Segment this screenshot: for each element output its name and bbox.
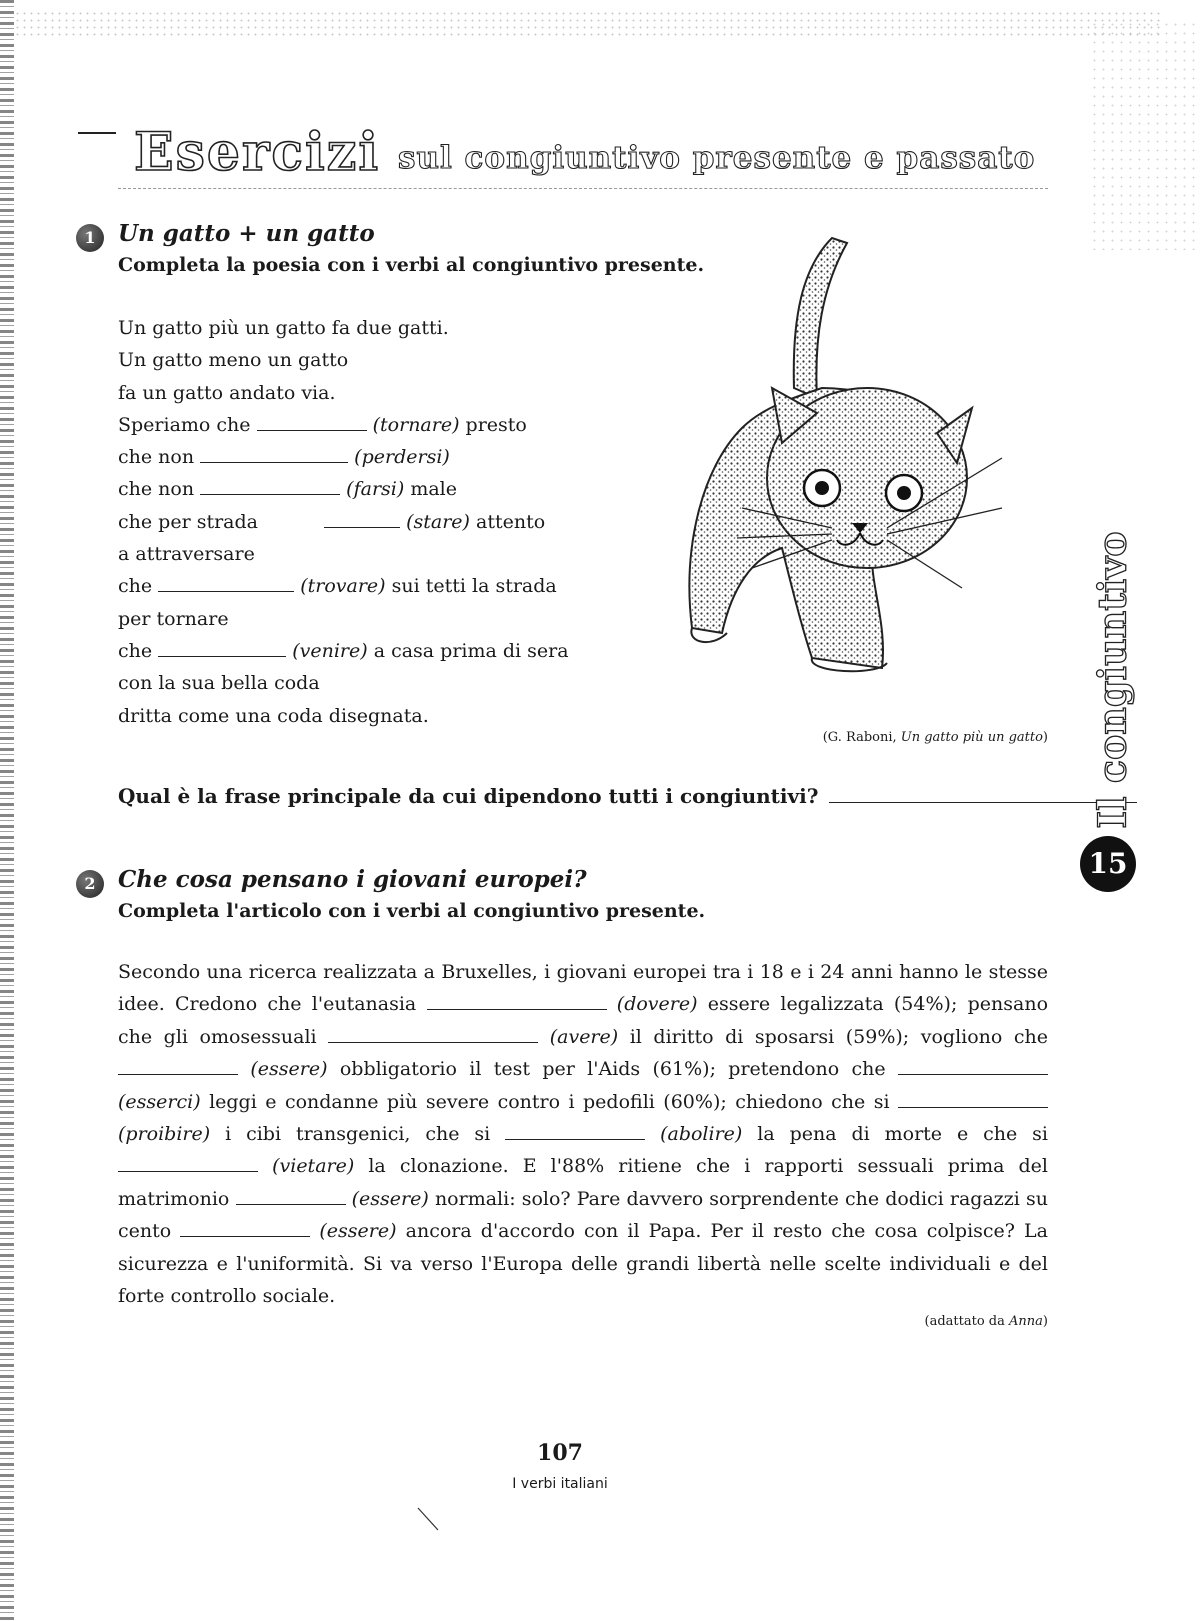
poem-text: fa un gatto andato via.: [118, 381, 336, 404]
verb-hint: (abolire): [660, 1123, 743, 1146]
answer-blank[interactable]: [898, 1091, 1048, 1108]
question-text: Qual è la frase principale da cui dipendono tutti i congiuntivi?: [118, 784, 819, 808]
poem-text: che per strada: [118, 510, 258, 533]
verb-hint: (esserci): [118, 1090, 201, 1113]
cat-illustration: [682, 228, 1012, 678]
title-subtitle: sul congiuntivo presente e passato: [398, 140, 1036, 176]
book-title-footer: I verbi italiani: [512, 1476, 608, 1492]
exercise-2-number-badge: 2: [76, 870, 104, 898]
source-work: Anna: [1009, 1314, 1043, 1329]
credit-end: ): [1042, 730, 1048, 745]
answer-blank[interactable]: [427, 993, 607, 1010]
poem-line: [118, 538, 569, 570]
article-sentence: essere legalizzata (54%); pensano che gli omosessuali: [118, 993, 1049, 1048]
poem-text: che: [118, 575, 153, 598]
poem-line: [118, 377, 569, 409]
article-sentence: la clonazione. E l'88% ritiene che i rapporti sessuali prima del matrimonio: [118, 1155, 1048, 1210]
answer-blank[interactable]: [118, 1058, 238, 1075]
scanned-binding-edge: [0, 0, 14, 1620]
credit-author: (G. Raboni,: [822, 730, 897, 745]
verb-hint: (essere): [319, 1220, 397, 1243]
verb-hint: (dovere): [616, 993, 698, 1016]
exercise-1-question: [118, 784, 1137, 808]
poem-text: a attraversare: [118, 543, 255, 566]
answer-blank[interactable]: [158, 640, 286, 657]
verb-hint: (proibire): [118, 1123, 211, 1146]
source-end: ): [1042, 1314, 1048, 1329]
poem-text: per tornare: [118, 607, 229, 630]
answer-blank[interactable]: [200, 478, 340, 495]
poem-text: Un gatto meno un gatto: [118, 349, 349, 372]
article-sentence: ancora d'accordo con il Papa. Per il resto che cosa colpisce? La sicurezza e l'uniformità. Si va verso l'Europa delle grandi libertà nelle scelte individuali e del forte controllo sociale.: [118, 1220, 1049, 1308]
poem-text: male: [410, 478, 457, 501]
article-sentence: leggi e condanne più severe contro i pedofili (60%); chiedono che si: [209, 1090, 890, 1113]
poem-text: che non: [118, 446, 195, 469]
exercise-1-number-badge: 1: [76, 224, 104, 252]
stray-pen-mark: [416, 1506, 442, 1534]
scan-noise-corner: [1090, 20, 1200, 250]
answer-blank[interactable]: [324, 511, 400, 528]
verb-hint: (trovare): [300, 575, 386, 598]
answer-blank[interactable]: [257, 414, 367, 431]
verb-hint: (venire): [292, 639, 368, 662]
scan-noise-top: [14, 10, 1164, 36]
poem-line: [118, 570, 569, 602]
verb-hint: (avere): [549, 1025, 619, 1048]
poem-line: [118, 473, 569, 505]
verb-hint: (vietare): [272, 1155, 355, 1178]
poem-text: che non: [118, 478, 195, 501]
source-prefix: (adattato da: [924, 1314, 1005, 1329]
verb-hint: (essere): [351, 1187, 429, 1210]
poem-text: sui tetti la strada: [391, 575, 557, 598]
chapter-side-label: Il congiuntivo: [1089, 531, 1135, 829]
article-sentence: il diritto di sposarsi (59%); vogliono che: [629, 1025, 1048, 1048]
poem-line: [118, 603, 569, 635]
poem-line: [118, 506, 569, 538]
poem-line: [118, 700, 569, 732]
exercise-2-instruction: Completa l'articolo con i verbi al congiuntivo presente.: [118, 900, 706, 922]
poem-line: [118, 344, 569, 376]
exercise-1-instruction: Completa la poesia con i verbi al congiuntivo presente.: [118, 254, 705, 276]
poem-text: Un gatto più un gatto fa due gatti.: [118, 317, 449, 339]
answer-blank[interactable]: [505, 1123, 645, 1140]
verb-hint: (essere): [250, 1058, 328, 1081]
answer-blank[interactable]: [898, 1058, 1048, 1075]
answer-blank[interactable]: [158, 575, 294, 592]
article-sentence: normali: solo? Pare davvero sorprendente che dodici ragazzi su cento: [118, 1187, 1049, 1243]
title-dash: [78, 132, 116, 134]
poem-text: Speriamo che: [118, 413, 251, 436]
article-sentence: la pena di morte e che si: [757, 1123, 1048, 1146]
exercise-2-title: Che cosa pensano i giovani europei?: [118, 866, 587, 893]
poem-text: presto: [465, 413, 527, 436]
poem-line: [118, 409, 569, 441]
poem-text: con la sua bella coda: [118, 672, 320, 695]
poem-line: [118, 667, 569, 699]
verb-hint: (stare): [406, 510, 470, 533]
poem-credit: [780, 730, 1048, 745]
title-rule: [118, 188, 1048, 189]
page-number: 107: [537, 1440, 583, 1466]
verb-hint: (tornare): [372, 413, 460, 436]
article-source: [850, 1314, 1048, 1329]
answer-blank[interactable]: [200, 446, 348, 463]
answer-blank[interactable]: [328, 1026, 538, 1043]
exercise-1-title: Un gatto + un gatto: [118, 220, 375, 247]
verb-hint: (perdersi): [354, 446, 450, 469]
answer-blank[interactable]: [180, 1220, 310, 1237]
poem-line: [118, 441, 569, 473]
article-text: [118, 956, 1048, 1312]
poem-line: [118, 312, 569, 344]
chapter-number-badge: 15: [1080, 836, 1136, 892]
poem-text: a casa prima di sera: [373, 639, 569, 662]
verb-hint: (farsi): [346, 478, 405, 501]
poem: [118, 312, 569, 732]
poem-line: [118, 635, 569, 667]
article-sentence: Secondo una ricerca realizzata a Bruxelles, i giovani europei tra i 18 e i 24 anni hanno le stesse idee. Credono che l'eutanasia: [118, 961, 1048, 1016]
credit-work: Un gatto più un gatto: [900, 730, 1043, 745]
title-main: Esercizi: [134, 122, 381, 183]
answer-blank[interactable]: [236, 1188, 346, 1205]
article-sentence: i cibi transgenici, che si: [225, 1123, 491, 1146]
answer-blank[interactable]: [118, 1155, 258, 1172]
poem-text: attento: [476, 510, 546, 533]
poem-text: che: [118, 639, 153, 662]
page-title: [78, 122, 1048, 192]
poem-text: dritta come una coda disegnata.: [118, 704, 429, 727]
article-sentence: obbligatorio il test per l'Aids (61%); pretendono che: [339, 1058, 886, 1081]
